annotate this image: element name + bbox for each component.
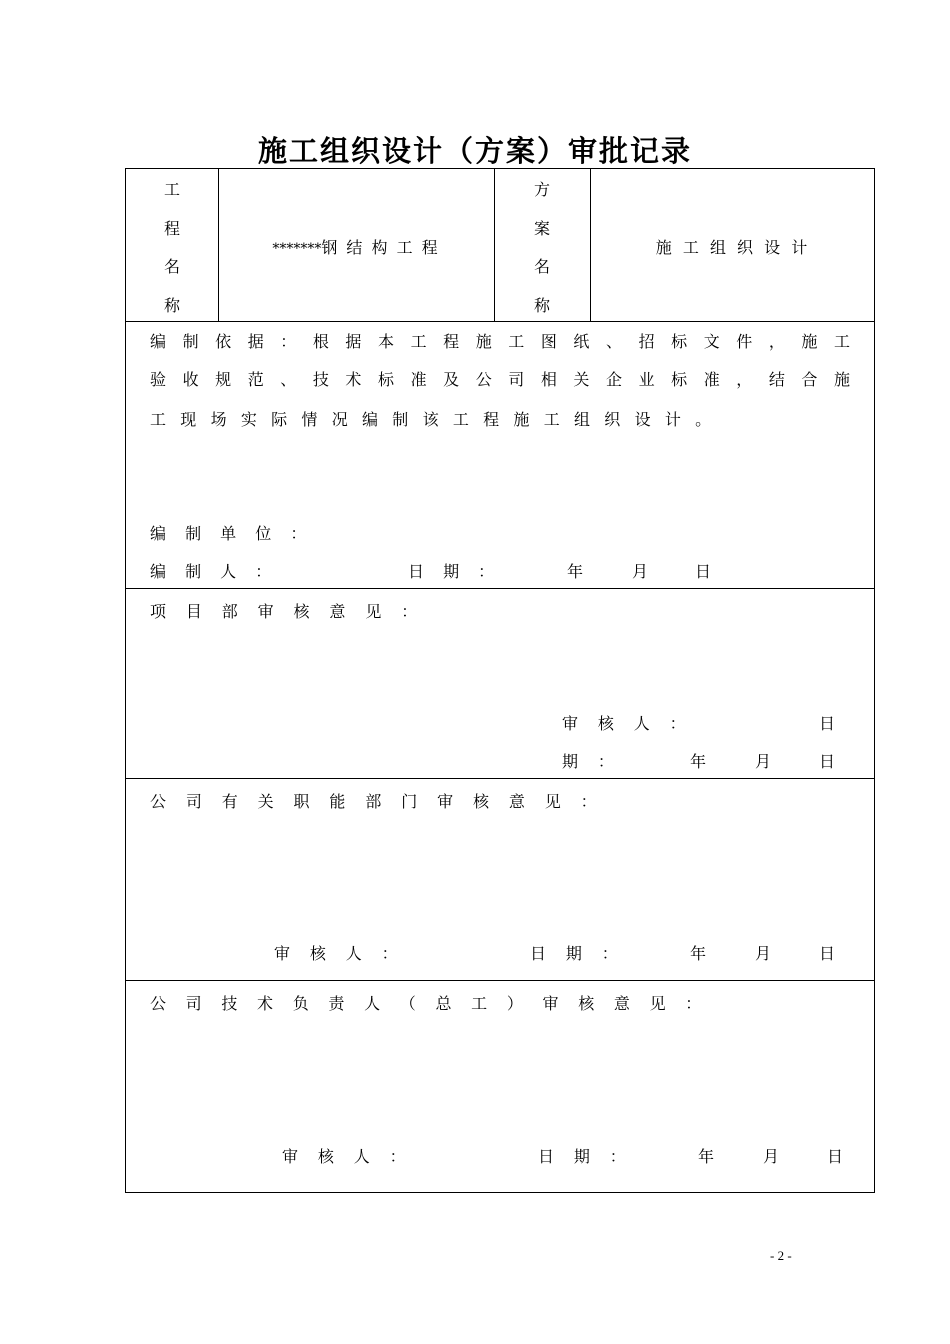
compiling-unit-label: 编 制 单 位 ：	[150, 524, 314, 543]
project-name-value: *******钢 结 构 工 程	[272, 238, 440, 257]
project-review-day: 日	[819, 752, 836, 771]
basis-line-2: 验 收 规 范 、 技 术 标 准 及 公 司 相 关 企 业 标 准 ， 结 合 施	[150, 370, 850, 389]
row-divider	[126, 588, 874, 589]
scheme-name-value: 施 工 组 织 设 计	[655, 238, 811, 257]
dept-review-label: 公 司 有 关 职 能 部 门 审 核 意 见 ：	[150, 792, 605, 811]
basis-day: 日	[695, 562, 712, 581]
dept-review-year: 年	[690, 944, 707, 963]
basis-line-3: 工 现 场 实 际 情 况 编 制 该 工 程 施 工 组 织 设 计 。	[150, 410, 716, 429]
dept-reviewer-label: 审 核 人 ：	[274, 944, 406, 963]
document-title: 施工组织设计（方案）审批记录	[257, 134, 692, 168]
chief-review-year: 年	[698, 1147, 715, 1166]
project-review-year: 年	[690, 752, 707, 771]
project-review-label: 项 目 部 审 核 意 见 ：	[150, 602, 425, 621]
compiler-label: 编 制 人 ：	[150, 562, 279, 581]
dept-date-label: 日 期 ：	[530, 944, 626, 963]
approval-form-table	[125, 168, 875, 1193]
chief-reviewer-label: 审 核 人 ：	[282, 1147, 414, 1166]
row-divider	[126, 980, 874, 981]
row-divider	[126, 778, 874, 779]
dept-review-day: 日	[819, 944, 836, 963]
project-review-ri: 日	[819, 714, 836, 733]
project-reviewer-label: 审 核 人 ：	[562, 714, 694, 733]
chief-review-month: 月	[763, 1147, 780, 1166]
dept-review-month: 月	[755, 944, 772, 963]
basis-date-label: 日 期 ：	[408, 562, 502, 581]
scheme-name-label: 方 案 名 称	[533, 180, 550, 315]
chief-date-label: 日 期 ：	[538, 1147, 634, 1166]
basis-year: 年	[567, 562, 584, 581]
chief-review-label: 公 司 技 术 负 责 人 （ 总 工 ） 审 核 意 见 ：	[150, 994, 709, 1013]
page-number: - 2 -	[770, 1248, 792, 1263]
project-name-label: 工 程 名 称	[163, 180, 180, 315]
chief-review-day: 日	[827, 1147, 844, 1166]
basis-month: 月	[632, 562, 649, 581]
project-review-qi: 期 ：	[562, 752, 622, 771]
project-review-month: 月	[755, 752, 772, 771]
basis-line-1: 编 制 依 据 ： 根 据 本 工 程 施 工 图 纸 、 招 标 文 件 ， 施 工	[150, 332, 850, 351]
